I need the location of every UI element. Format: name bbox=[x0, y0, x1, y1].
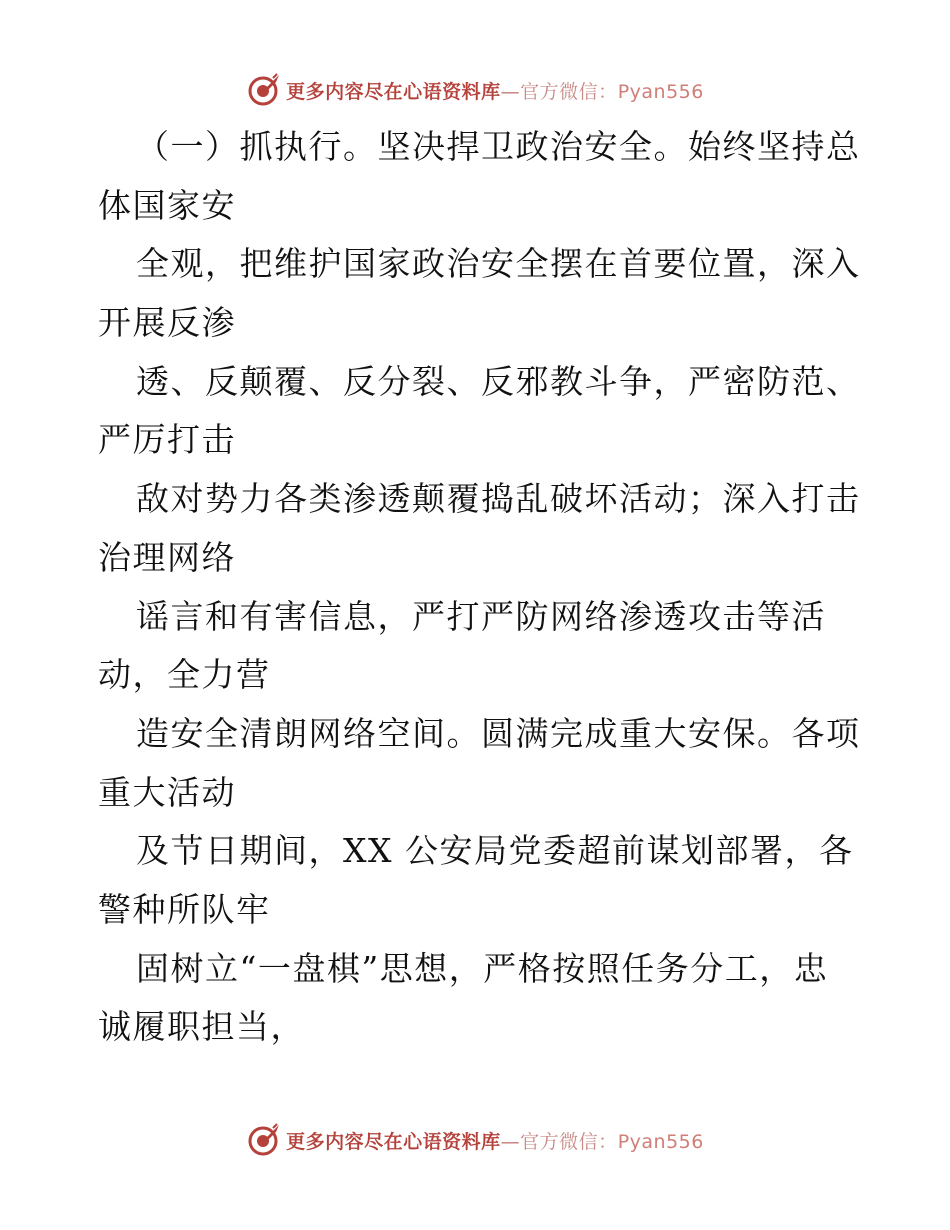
text-line: 治理网络 bbox=[98, 537, 236, 577]
footer-banner bbox=[0, 1120, 950, 1160]
text-line: 造安全清朗网络空间。圆满完成重大安保。各项 bbox=[136, 713, 861, 753]
header-banner bbox=[0, 70, 950, 110]
header-dash: — bbox=[500, 80, 521, 103]
footer-brand: 更多内容尽在心语资料库 bbox=[286, 1130, 501, 1153]
text-line: 开展反渗 bbox=[98, 303, 236, 343]
text-line: 全观，把维护国家政治安全摆在首要位置，深入 bbox=[136, 244, 861, 284]
header-banner-text bbox=[286, 77, 704, 104]
header-brand: 更多内容尽在心语资料库 bbox=[286, 80, 501, 103]
footer-wechat-id: Pyan556 bbox=[617, 1130, 704, 1153]
header-wechat-label: 官方微信： bbox=[520, 80, 618, 103]
text-line: 严厉打击 bbox=[98, 420, 236, 460]
header-wechat-id: Pyan556 bbox=[617, 80, 704, 103]
text-line: 固树立“一盘棋”思想，严格按照任务分工，忠 bbox=[136, 948, 829, 988]
text-line: 动，全力营 bbox=[98, 655, 271, 695]
text-line: 透、反颠覆、反分裂、反邪教斗争，严密防范、 bbox=[136, 361, 861, 401]
text-line: 谣言和有害信息，严打严防网络渗透攻击等活 bbox=[136, 596, 826, 636]
text-line: 警种所队牢 bbox=[98, 889, 271, 929]
footer-dash: — bbox=[500, 1130, 521, 1153]
document-body bbox=[98, 118, 861, 1057]
quill-pen-seal-icon bbox=[246, 1122, 282, 1158]
footer-wechat-label: 官方微信： bbox=[520, 1130, 618, 1153]
quill-pen-seal-icon bbox=[246, 72, 282, 108]
text-line: 诚履职担当， bbox=[98, 1007, 305, 1047]
text-line: 重大活动 bbox=[98, 772, 236, 812]
text-line: 及节日期间，XX 公安局党委超前谋划部署，各 bbox=[136, 831, 854, 871]
text-line: 敌对势力各类渗透颠覆捣乱破坏活动；深入打击 bbox=[136, 479, 861, 519]
text-line: 体国家安 bbox=[98, 185, 236, 225]
footer-banner-text bbox=[286, 1127, 704, 1154]
text-line: （一）抓执行。坚决捍卫政治安全。始终坚持总 bbox=[136, 127, 861, 166]
